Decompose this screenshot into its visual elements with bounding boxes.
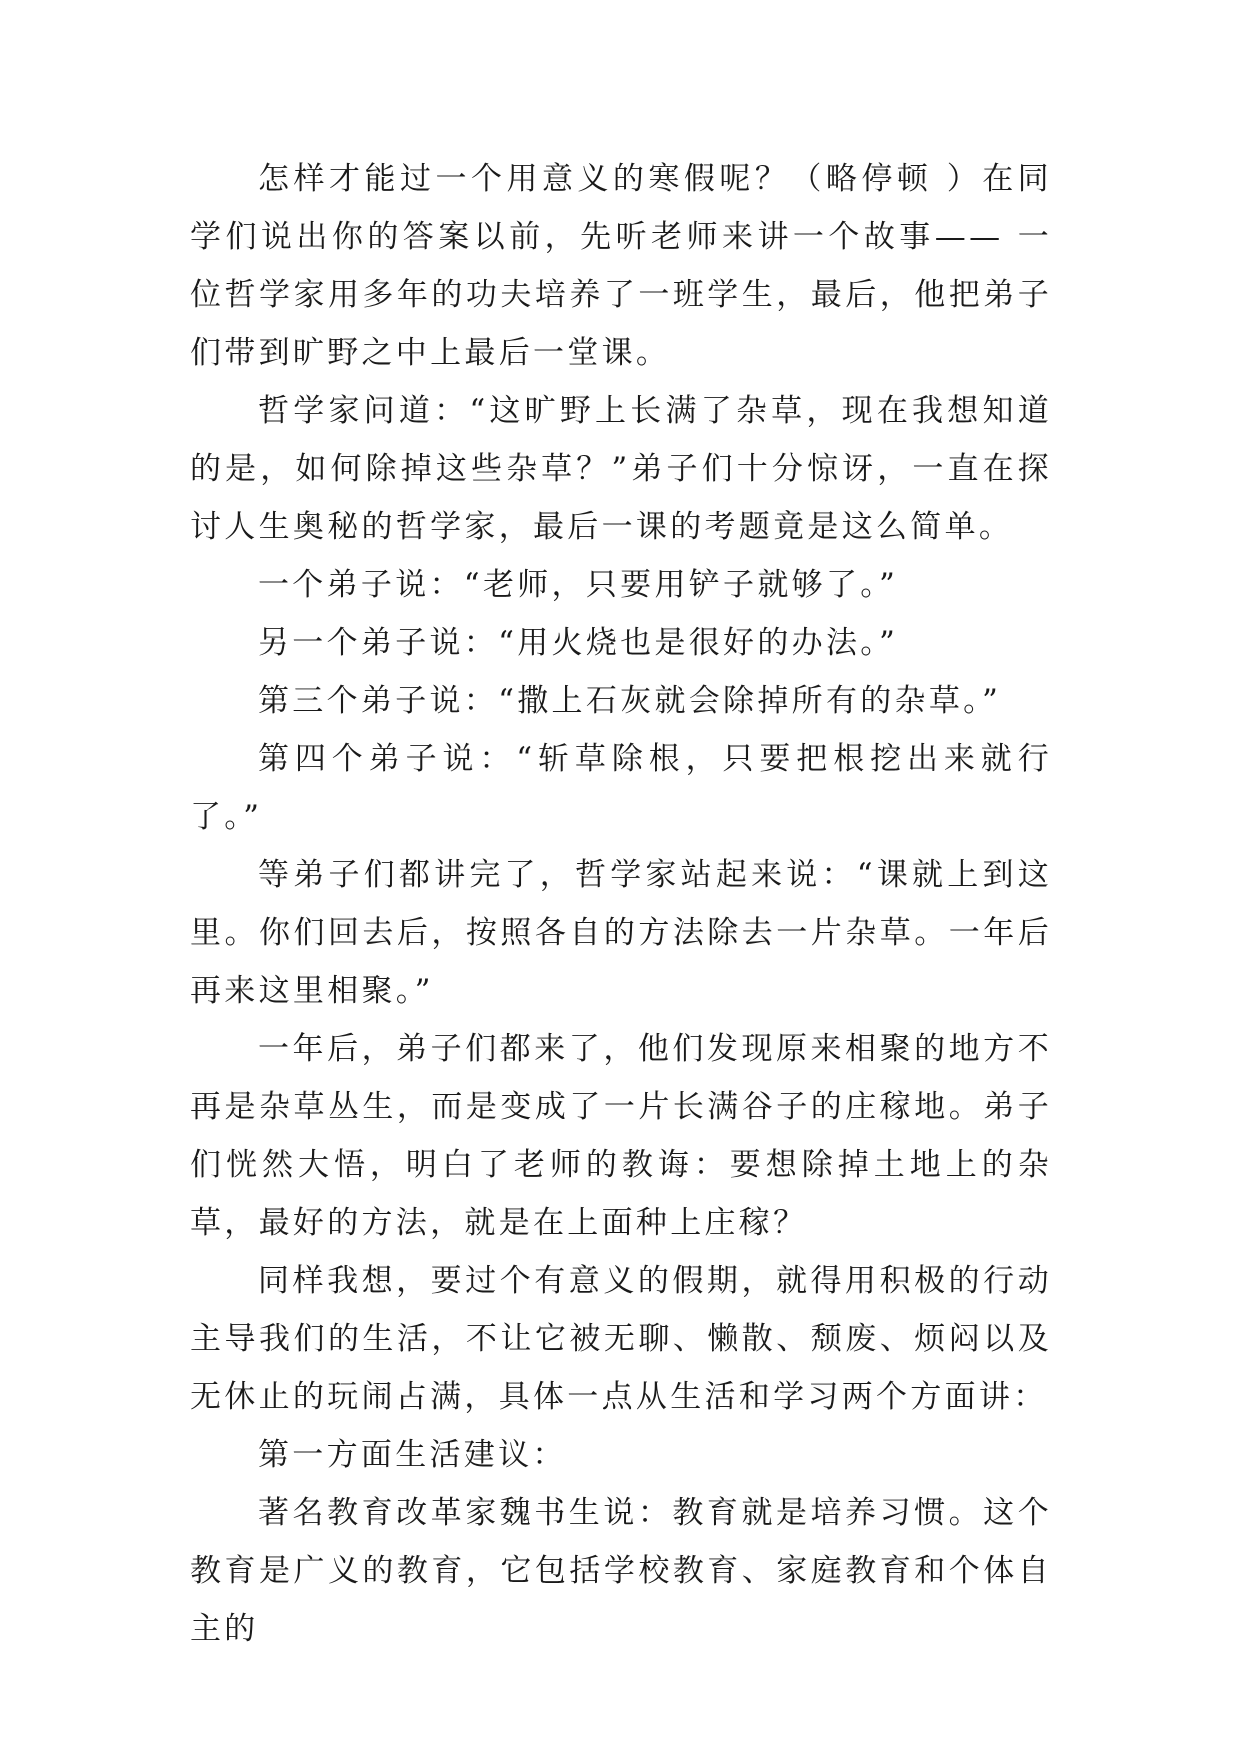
paragraph-8: 一年后，弟子们都来了，他们发现原来相聚的地方不再是杂草丛生，而是变成了一片长满谷子的庄稼地。弟子们恍然大悟，明白了老师的教诲：要想除掉土地上的杂草，最好的方法，就是在上面种上庄稼？ [190, 1031, 1052, 1241]
paragraph-3: 一个弟子说：“老师，只要用铲子就够了。” [258, 567, 899, 603]
paragraph-2: 哲学家问道：“这旷野上长满了杂草，现在我想知道的是，如何除掉这些杂草？”弟子们十分惊讶，一直在探讨人生奥秘的哲学家，最后一课的考题竟是这么简单。 [190, 393, 1052, 545]
paragraph-9: 同样我想，要过个有意义的假期，就得用积极的行动主导我们的生活，不让它被无聊、懒散、颓废、烦闷以及无休止的玩闹占满，具体一点从生活和学习两个方面讲： [190, 1263, 1052, 1415]
paragraph-10: 第一方面生活建议： [258, 1437, 567, 1473]
paragraph-11: 著名教育改革家魏书生说：教育就是培养习惯。这个教育是广义的教育，它包括学校教育、家庭教育和个体自主的 [190, 1495, 1052, 1647]
paragraph-4: 另一个弟子说：“用火烧也是很好的办法。” [258, 625, 899, 661]
paragraph-5: 第三个弟子说：“撒上石灰就会除掉所有的杂草。” [258, 683, 1002, 719]
paragraph-1: 怎样才能过一个用意义的寒假呢？（略停顿 ）在同学们说出你的答案以前，先听老师来讲一个故事—— 一位哲学家用多年的功夫培养了一班学生，最后，他把弟子们带到旷野之中上最后一堂课。 [190, 161, 1052, 371]
paragraph-7: 等弟子们都讲完了，哲学家站起来说：“课就上到这里。你们回去后，按照各自的方法除去一片杂草。一年后再来这里相聚。” [190, 857, 1052, 1009]
document-body [190, 150, 1052, 1658]
paragraph-6: 第四个弟子说：“斩草除根，只要把根挖出来就行了。” [190, 741, 1052, 835]
